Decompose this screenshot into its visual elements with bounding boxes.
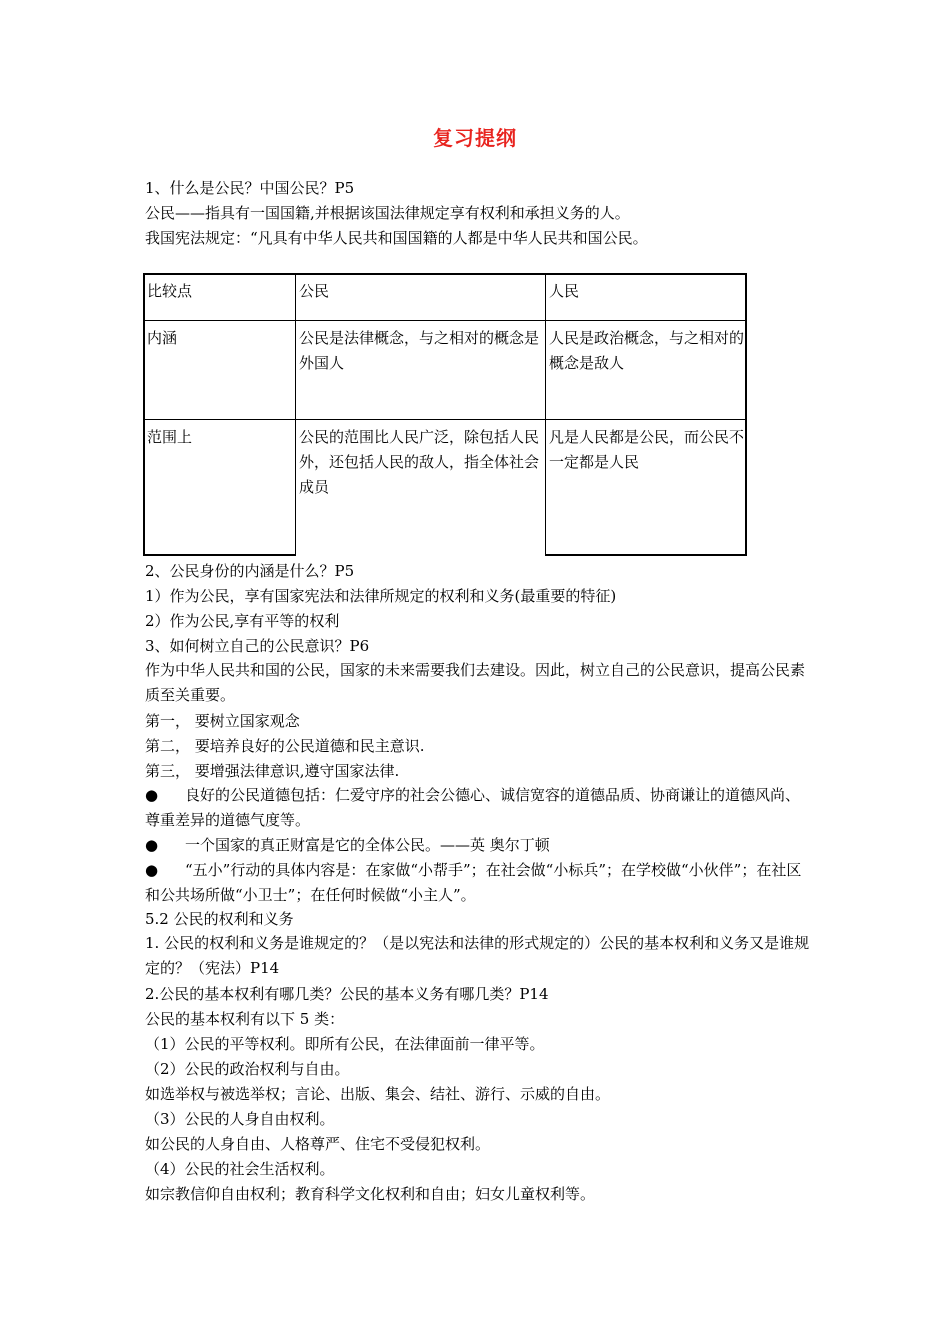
table-border <box>143 273 747 275</box>
table-border <box>143 419 747 420</box>
answer-2-2: 2）作为公民,享有平等的权利 <box>145 612 340 630</box>
section-heading: 5.2 公民的权利和义务 <box>145 910 294 928</box>
right-3: （3）公民的人身自由权利。 <box>145 1110 335 1128</box>
bullet-text: 良好的公民道德包括：仁爱守序的社会公德心、诚信宽容的道德品质、协商谦让的道德风尚、尊重差异的道德气度等。 <box>145 786 801 829</box>
point-3: 第三， 要增强法律意识,遵守国家法律. <box>145 762 400 780</box>
table-border <box>545 273 546 556</box>
table-border <box>143 320 747 321</box>
question-5-1: 1. 公民的权利和义务是谁规定的？（是以宪法和法律的形式规定的）公民的基本权利和义务又是谁规定的？（宪法）P14 <box>145 934 810 977</box>
table-border <box>143 554 295 556</box>
right-1: （1）公民的平等权利。即所有公民，在法律面前一律平等。 <box>145 1035 545 1053</box>
bullet-item <box>145 858 810 908</box>
bullet-item <box>145 783 810 833</box>
comparison-table <box>143 273 747 556</box>
bullet-icon: ● <box>145 861 159 879</box>
right-3-example: 如公民的人身自由、人格尊严、住宅不受侵犯权利。 <box>145 1135 491 1153</box>
table-header-cell: 比较点 <box>147 282 193 300</box>
table-header-cell: 公民 <box>299 282 330 300</box>
bullet-item <box>145 833 810 858</box>
question-5-2: 2.公民的基本权利有哪几类？公民的基本义务有哪几类？P14 <box>145 985 549 1003</box>
answer-2-1: 1）作为公民，享有国家宪法和法律所规定的权利和义务(最重要的特征) <box>145 587 617 605</box>
table-cell: 公民是法律概念，与之相对的概念是外国人 <box>299 329 540 372</box>
table-border <box>745 273 747 556</box>
rights-intro: 公民的基本权利有以下 5 类： <box>145 1010 345 1028</box>
table-cell: 人民是政治概念，与之相对的概念是敌人 <box>549 329 745 372</box>
table-border <box>295 273 296 556</box>
point-2: 第二， 要培养良好的公民道德和民主意识. <box>145 737 425 755</box>
citizen-definition: 公民——指具有一国国籍,并根据该国法律规定享有权利和承担义务的人。 <box>145 204 630 222</box>
table-border <box>545 554 747 556</box>
table-row-label: 内涵 <box>147 329 178 347</box>
right-4: （4）公民的社会生活权利。 <box>145 1160 335 1178</box>
bullet-text: 一个国家的真正财富是它的全体公民。——英 奥尔丁顿 <box>185 836 550 854</box>
bullet-icon: ● <box>145 786 159 804</box>
question-2: 2、公民身份的内涵是什么？P5 <box>145 562 355 580</box>
right-2-example: 如选举权与被选举权；言论、出版、集会、结社、游行、示威的自由。 <box>145 1085 611 1103</box>
right-4-example: 如宗教信仰自由权利；教育科学文化权利和自由；妇女儿童权利等。 <box>145 1185 596 1203</box>
bullet-icon: ● <box>145 836 159 854</box>
table-border <box>143 273 145 556</box>
table-row-label: 范围上 <box>147 428 193 446</box>
page-title: 复习提纲 <box>433 126 517 150</box>
bullet-text: “五小”行动的具体内容是：在家做“小帮手”；在社会做“小标兵”；在学校做“小伙伴”；在社区和公共场所做“小卫士”；在任何时候做“小主人”。 <box>145 861 802 904</box>
constitution-statement: 我国宪法规定：“凡具有中华人民共和国国籍的人都是中华人民共和国公民。 <box>145 229 648 247</box>
table-header-cell: 人民 <box>549 282 580 300</box>
right-2: （2）公民的政治权利与自由。 <box>145 1060 350 1078</box>
answer-3-paragraph: 作为中华人民共和国的公民，国家的未来需要我们去建设。因此，树立自己的公民意识，提高公民素质至关重要。 <box>145 661 806 704</box>
question-1: 1、什么是公民？中国公民？P5 <box>145 179 355 197</box>
question-3: 3、如何树立自己的公民意识？P6 <box>145 637 370 655</box>
table-cell: 公民的范围比人民广泛，除包括人民外，还包括人民的敌人，指全体社会成员 <box>299 428 540 496</box>
table-cell: 凡是人民都是公民，而公民不一定都是人民 <box>549 428 745 471</box>
point-1: 第一， 要树立国家观念 <box>145 712 300 730</box>
